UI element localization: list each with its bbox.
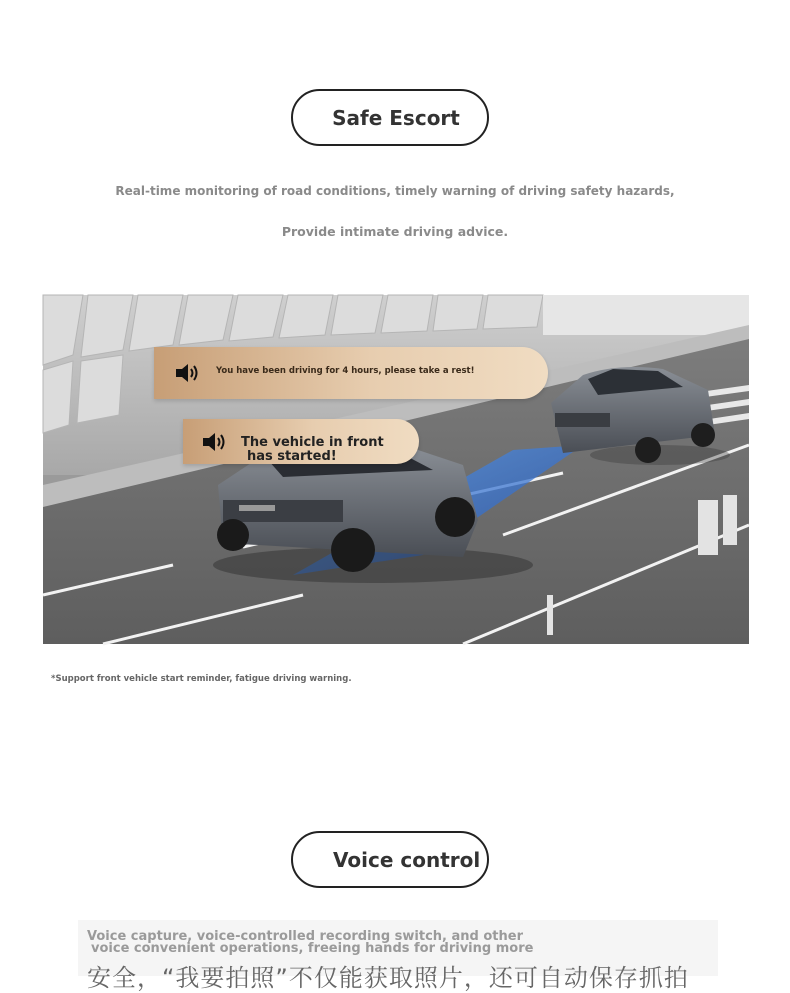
voice-control-description (78, 920, 718, 992)
speaker-icon (174, 362, 200, 384)
speaker-icon (201, 431, 227, 453)
fatigue-warning-text: You have been driving for 4 hours, please take a rest! (216, 366, 475, 376)
voice-control-title (291, 831, 489, 888)
voice-desc-line2: voice convenient operations, freeing hands for driving more (91, 941, 534, 956)
front-vehicle-start-bubble (183, 419, 419, 464)
fatigue-warning-bubble (154, 347, 548, 399)
front-vehicle-start-text (241, 436, 384, 464)
safe-escort-title-text: Safe Escort (332, 105, 460, 130)
voice-control-title-text: Voice control (333, 847, 481, 872)
safe-escort-subtitle-line1: Real-time monitoring of road conditions, timely warning of driving safety hazards, (115, 184, 675, 198)
safe-escort-subtitle-line2: Provide intimate driving advice. (281, 224, 509, 239)
front-vehicle-start-line2: has started! (247, 449, 337, 464)
front-vehicle-start-line1: The vehicle in front (241, 435, 384, 450)
feature-footnote: *Support front vehicle start reminder, fatigue driving warning. (51, 674, 352, 684)
voice-desc-line1: Voice capture, voice-controlled recording switch, and other (87, 929, 523, 944)
driving-scene-illustration (43, 295, 749, 644)
safe-escort-title (291, 89, 489, 146)
voice-desc-line3: 安全，“我要拍照”不仅能获取照片，还可自动保存抓拍 (87, 964, 689, 992)
